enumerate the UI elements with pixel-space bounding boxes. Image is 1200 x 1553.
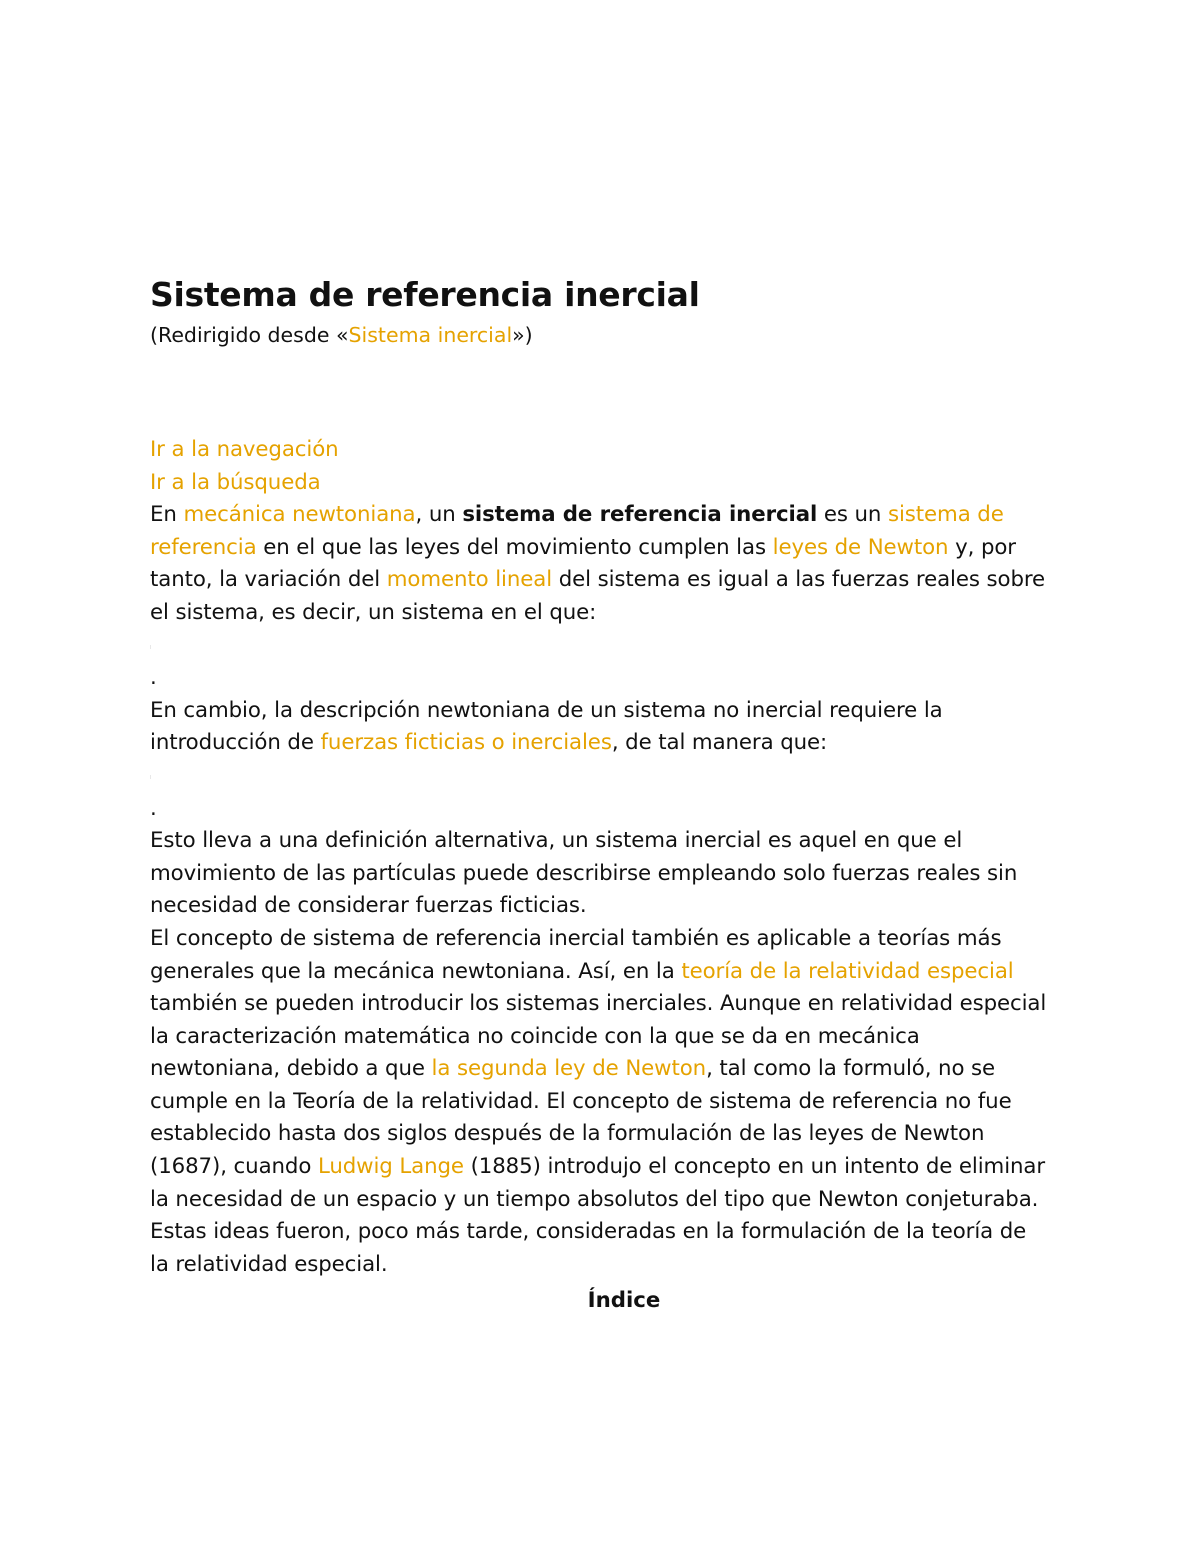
link-momento-lineal[interactable]: momento lineal: [386, 567, 553, 593]
intro-text-4: en el que las leyes del movimiento cumplen las: [256, 534, 773, 560]
noninertial-paragraph: [150, 695, 1050, 760]
link-ludwig-lange[interactable]: Ludwig Lange: [317, 1154, 464, 1180]
article-body: [150, 499, 1050, 1281]
formula-end-2: .: [150, 795, 157, 821]
formula-mark: [150, 645, 151, 649]
article: [150, 270, 1050, 1321]
general-text-1: El concepto de sistema de referencia inercial también es aplicable a teorías más generales que la mecánica newtoniana. Así, en la: [150, 925, 1002, 984]
link-segunda-ley-de-newton[interactable]: la segunda ley de Newton: [431, 1056, 707, 1082]
formula-placeholder-2: [150, 760, 1050, 793]
alternative-definition-paragraph: Esto lleva a una definición alternativa, un sistema inercial es aquel en que el movimiento de las partículas puede describirse empleando solo fuerzas reales sin necesidad de considerar fuerzas ficticias.: [150, 828, 1018, 919]
redirect-note: [150, 320, 1050, 350]
link-relatividad-especial[interactable]: teoría de la relatividad especial: [681, 958, 1014, 984]
redirect-prefix: (Redirigido desde «: [150, 323, 349, 347]
formula-placeholder-1: [150, 630, 1050, 663]
redirect-source-link[interactable]: Sistema inercial: [348, 323, 513, 347]
intro-text-2: , un: [415, 502, 463, 528]
intro-text-1: En: [150, 502, 184, 528]
intro-paragraph: [150, 499, 1050, 629]
intro-text-5: y, por tanto, la variación del: [150, 534, 1016, 593]
general-concept-paragraph: [150, 923, 1050, 1282]
link-mecanica-newtoniana[interactable]: mecánica newtoniana: [183, 502, 416, 528]
link-fuerzas-ficticias[interactable]: fuerzas ficticias o inerciales: [320, 730, 612, 756]
formula-end-1: .: [150, 665, 157, 691]
page-title: Sistema de referencia inercial: [150, 275, 700, 314]
noninertial-text-2: , de tal manera que:: [611, 730, 828, 756]
go-to-navigation-link[interactable]: Ir a la navegación: [150, 437, 339, 462]
formula-mark: [150, 775, 151, 779]
intro-text-6: del sistema es igual a las fuerzas reales sobre el sistema, es decir, un sistema en el que:: [150, 567, 1046, 625]
general-text-2: también se pueden introducir los sistemas inerciales. Aunque en relatividad especial la caracterización matemática no coincide con la que se da en mecánica newtoniana, debido a que: [150, 991, 1047, 1082]
redirect-suffix: »): [512, 323, 533, 347]
noninertial-text-1: En cambio, la descripción newtoniana de un sistema no inercial requiere la introducción de: [150, 697, 943, 756]
go-to-search-link[interactable]: Ir a la búsqueda: [150, 469, 321, 495]
link-sistema-de-referencia[interactable]: sistema de referencia: [150, 502, 1004, 560]
skip-links: [150, 434, 1050, 499]
link-leyes-de-newton[interactable]: leyes de Newton: [772, 534, 949, 560]
general-text-3: , tal como la formuló, no se cumple en la Teoría de la relatividad. El concepto de sistema de referencia no fue establecido hasta dos siglos después de la formulación de las leyes de Newton (1687), cuando: [150, 1056, 1012, 1180]
intro-bold-term: sistema de referencia inercial: [462, 502, 818, 528]
table-of-contents-heading: Índice: [587, 1288, 661, 1314]
general-text-4: (1885) introdujo el concepto en un intento de eliminar la necesidad de un espacio y un tiempo absolutos del tipo que Newton conjeturaba. Estas ideas fueron, poco más tarde, consideradas en la formulación de la teoría de la relatividad especial.: [150, 1154, 1046, 1277]
intro-text-3: es un: [817, 502, 888, 528]
